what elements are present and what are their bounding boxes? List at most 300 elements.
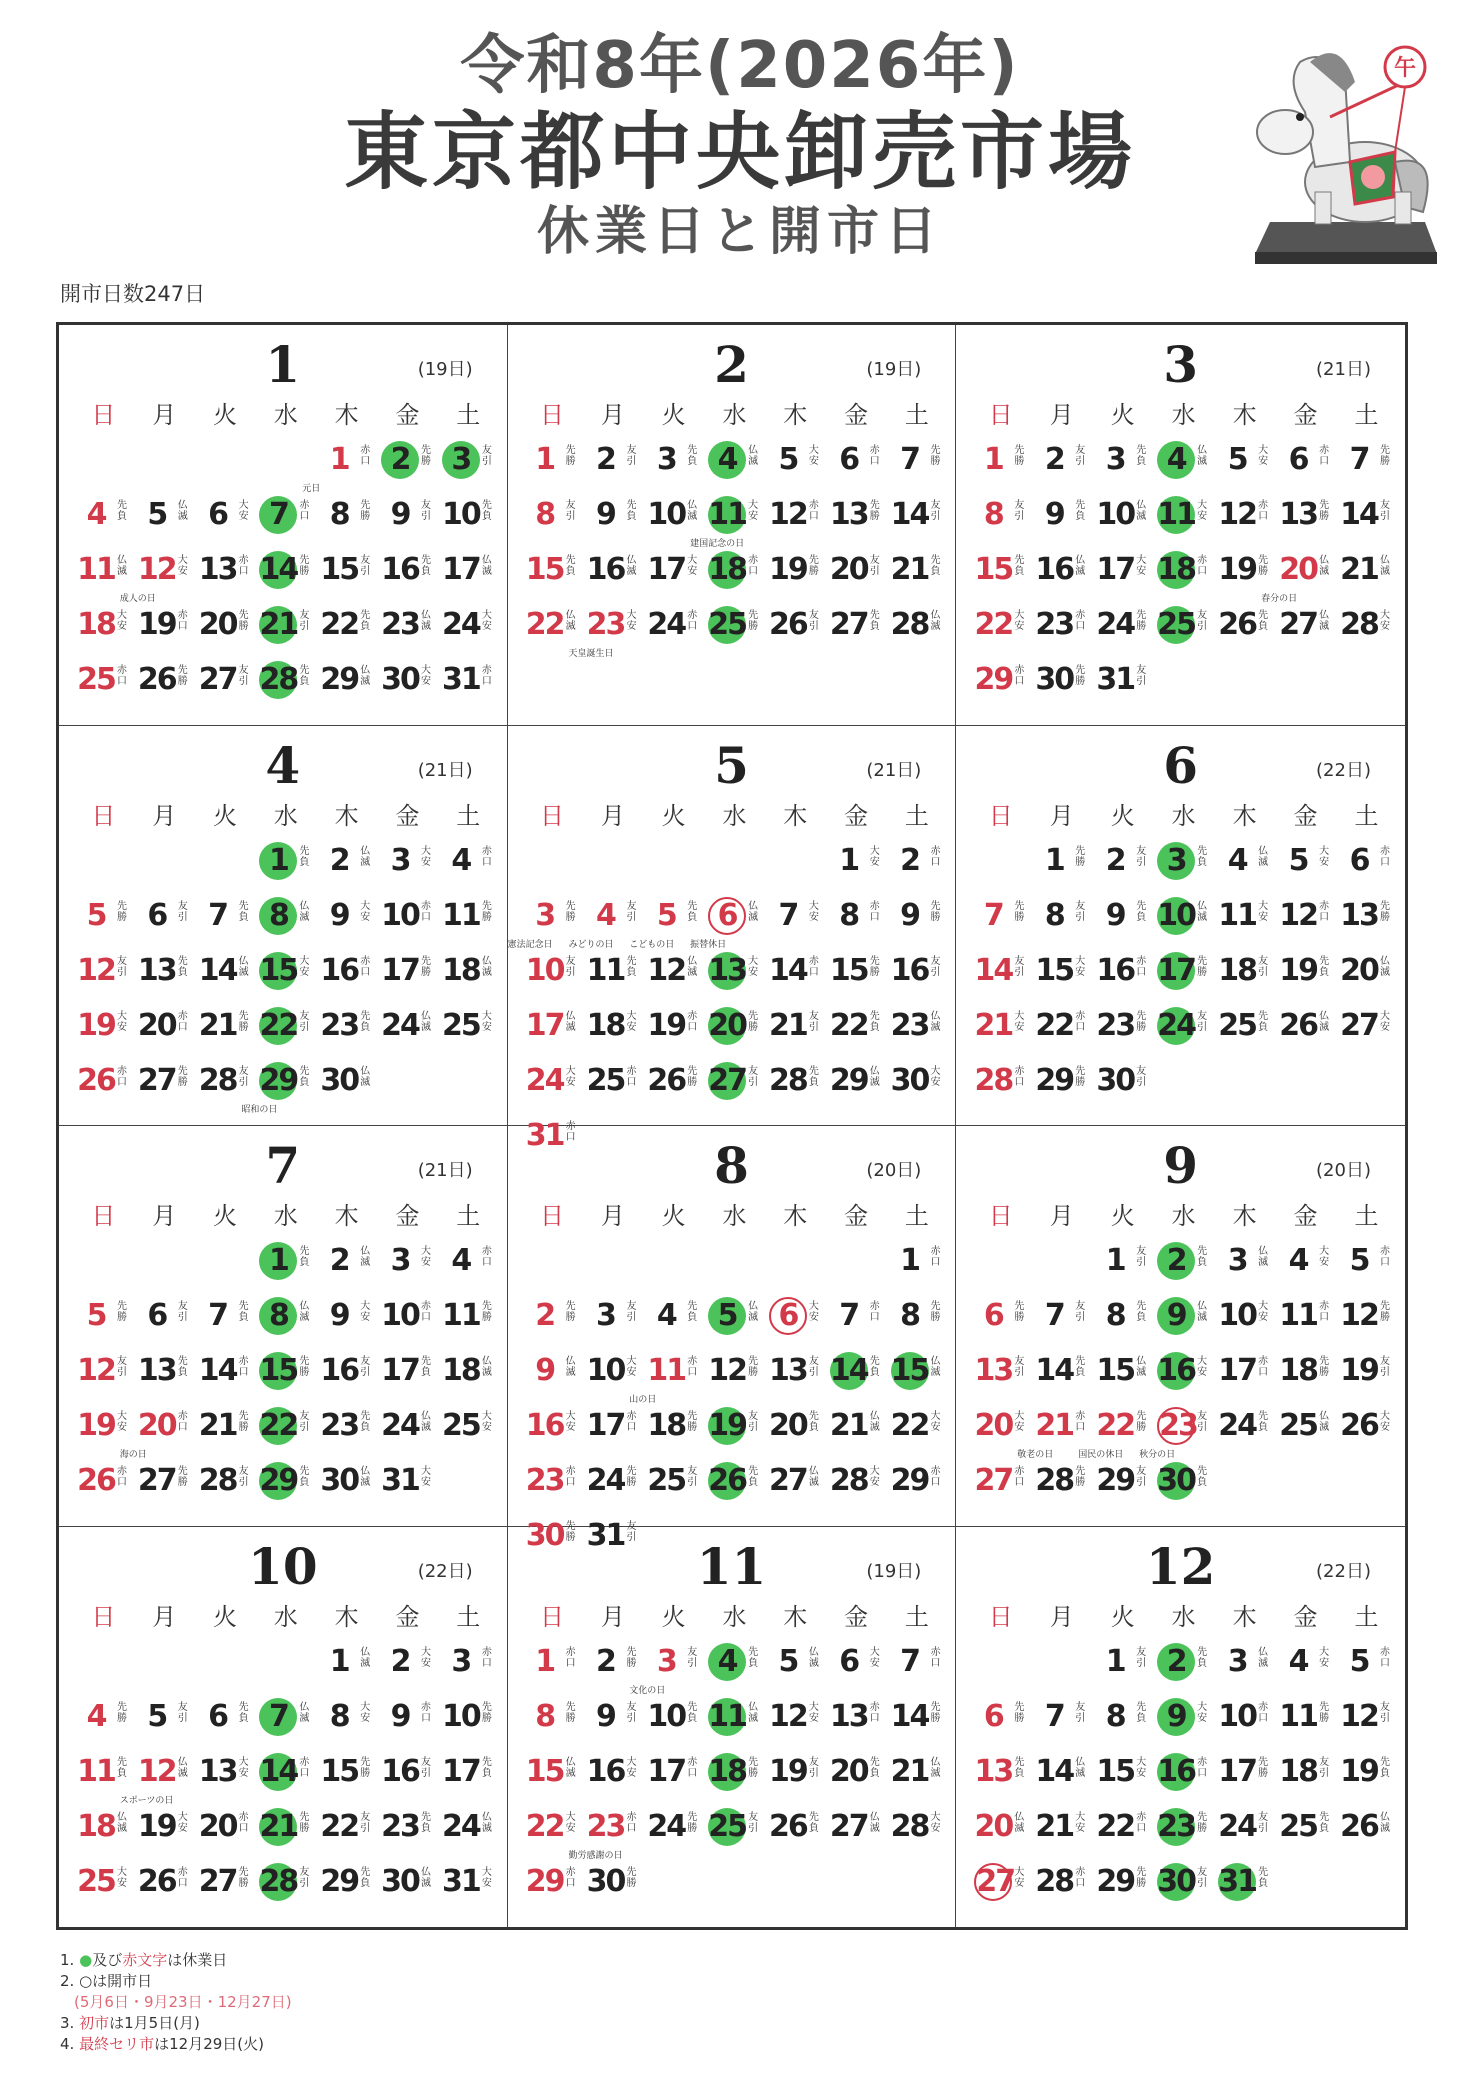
day-cell (704, 1405, 765, 1460)
day-cell (970, 1751, 1031, 1806)
day-number: 15 (1096, 1753, 1135, 1789)
day-number: 25 (1157, 607, 1196, 642)
day-number: 18 (441, 1353, 480, 1388)
empty-cell (826, 1240, 887, 1295)
day-cell (643, 549, 704, 604)
weekday-label: 水 (1171, 801, 1196, 830)
day-number: 18 (647, 1408, 686, 1443)
day-number: 19 (137, 607, 176, 642)
day-cell (704, 1696, 765, 1751)
rokuyo-label: 仏滅 (481, 555, 492, 577)
rokuyo-label: 大安 (1014, 1866, 1025, 1889)
empty-cell (522, 840, 583, 895)
rokuyo-label: 赤口 (1136, 955, 1147, 978)
day-cell (438, 604, 499, 659)
day-number: 31 (586, 1518, 625, 1553)
day-number: 26 (1218, 607, 1256, 642)
day-cell (970, 1696, 1031, 1751)
rokuyo-label: 大安 (930, 1065, 941, 1088)
day-cell (765, 1460, 826, 1515)
weekday-label: 水 (273, 801, 298, 830)
day-number: 25 (77, 662, 115, 697)
day-number: 6 (983, 1298, 1003, 1333)
rokuyo-label: 大安 (1380, 1010, 1391, 1033)
rokuyo-label: 友引 (1136, 845, 1147, 868)
rokuyo-label: 友引 (1136, 665, 1147, 687)
day-number: 22 (259, 1408, 298, 1443)
rokuyo-label: 友引 (1197, 1411, 1208, 1433)
day-number: 10 (586, 1353, 625, 1388)
rokuyo-label: 赤口 (177, 1866, 188, 1889)
rokuyo-label: 大安 (808, 900, 819, 923)
day-number: 5 (708, 1297, 746, 1335)
day-number: 27 (829, 607, 868, 642)
rokuyo-label: 大安 (808, 1301, 819, 1323)
weekday-label: 木 (334, 801, 359, 830)
day-number: 7 (259, 1698, 297, 1736)
day-number: 20 (1340, 952, 1378, 988)
day-cell (1214, 604, 1275, 659)
day-cell (765, 604, 826, 659)
day-cell (1336, 1696, 1397, 1751)
rokuyo-label: 先負 (238, 1701, 249, 1724)
day-number: 21 (198, 1007, 237, 1043)
month-5 (507, 726, 957, 1153)
day-cell (377, 494, 438, 549)
rokuyo-label: 先負 (117, 1756, 127, 1779)
day-cell (765, 1295, 826, 1350)
day-number: 23 (586, 1808, 625, 1844)
rokuyo-label: 先勝 (565, 445, 576, 467)
rokuyo-label: 友引 (238, 1466, 249, 1488)
rokuyo-label: 先勝 (930, 900, 941, 923)
day-number: 7 (1044, 1698, 1064, 1734)
rokuyo-label: 先負 (626, 500, 637, 522)
rokuyo-label: 仏滅 (1380, 555, 1391, 577)
month-6 (956, 726, 1405, 1127)
day-number: 8 (535, 1698, 555, 1734)
rokuyo-label: 赤口 (299, 500, 310, 522)
day-cell (1336, 1295, 1397, 1350)
day-number: 12 (769, 1698, 807, 1734)
day-cell (255, 659, 316, 714)
rokuyo-label: 先負 (238, 1301, 249, 1323)
rokuyo-label: 赤口 (1075, 1010, 1086, 1033)
rokuyo-label: 大安 (869, 1646, 880, 1669)
rokuyo-label: 仏滅 (481, 1811, 492, 1834)
day-cell (522, 1005, 583, 1060)
day-cell (195, 549, 256, 604)
day-cell (970, 1861, 1031, 1916)
rokuyo-label: 先負 (1075, 500, 1086, 522)
day-cell (255, 840, 316, 895)
day-number: 26 (137, 1863, 176, 1899)
month-2 (508, 325, 957, 726)
day-cell (1275, 1696, 1336, 1751)
rokuyo-label: 赤口 (177, 1411, 188, 1433)
weekday-label: 金 (395, 1202, 420, 1230)
day-number: 21 (259, 607, 298, 642)
holiday-name: 憲法記念日 (507, 939, 553, 950)
day-number: 4 (1288, 1243, 1308, 1278)
day-cell (1031, 1806, 1092, 1861)
day-number: 24 (525, 1062, 564, 1098)
weekday-label: 金 (844, 1602, 869, 1631)
day-cell (826, 494, 887, 549)
rokuyo-label: 赤口 (930, 845, 941, 868)
day-cell (377, 1696, 438, 1751)
day-cell (826, 1350, 887, 1405)
rokuyo-label: 赤口 (1014, 1065, 1025, 1088)
day-cell (826, 1060, 887, 1115)
day-number: 16 (320, 1353, 359, 1388)
rokuyo-label: 友引 (1136, 1065, 1147, 1088)
day-number: 14 (1035, 1753, 1074, 1789)
weekday-label: 金 (395, 401, 420, 429)
day-cell (826, 1696, 887, 1751)
day-number: 14 (890, 497, 929, 532)
day-cell (255, 1751, 316, 1806)
day-number: 10 (525, 952, 564, 988)
rokuyo-label: 先負 (1197, 1646, 1208, 1669)
rokuyo-label: 友引 (748, 1065, 759, 1088)
day-cell (582, 1295, 643, 1350)
rokuyo-label: 赤口 (930, 1646, 941, 1669)
day-cell (1275, 1005, 1336, 1060)
day-cell (1031, 494, 1092, 549)
day-cell (765, 950, 826, 1005)
day-number: 23 (381, 607, 419, 642)
rokuyo-label: 仏滅 (1258, 845, 1269, 868)
weekday-label: 日 (988, 401, 1013, 429)
day-number: 13 (1340, 897, 1378, 933)
rokuyo-label: 赤口 (565, 1466, 576, 1488)
rokuyo-label: 先勝 (1075, 1065, 1086, 1088)
day-number: 17 (1096, 552, 1135, 587)
weekday-label: 月 (152, 401, 177, 429)
day-cell (195, 1806, 256, 1861)
day-cell (316, 1460, 377, 1515)
day-cell (1214, 494, 1275, 549)
day-number: 15 (525, 552, 564, 587)
day-number: 2 (329, 842, 349, 878)
rokuyo-label: 赤口 (360, 445, 371, 467)
day-number: 20 (829, 552, 868, 587)
day-grid (73, 1240, 499, 1515)
rokuyo-label: 大安 (1258, 900, 1269, 923)
rokuyo-label: 友引 (299, 1866, 310, 1889)
rokuyo-label: 赤口 (1075, 1866, 1086, 1889)
day-number: 20 (708, 1007, 746, 1043)
empty-cell (73, 840, 134, 895)
day-cell (438, 1405, 499, 1460)
day-cell (377, 1240, 438, 1295)
day-number: 23 (1157, 1808, 1196, 1844)
rokuyo-label: 仏滅 (421, 610, 432, 632)
day-cell (195, 1861, 256, 1916)
day-number: 4 (451, 1243, 471, 1278)
rokuyo-label: 友引 (1197, 610, 1208, 632)
day-cell (765, 1641, 826, 1696)
day-cell (1275, 439, 1336, 494)
day-number: 8 (329, 497, 349, 532)
rokuyo-label: 仏滅 (687, 955, 698, 978)
rokuyo-label: 大安 (481, 1010, 492, 1033)
rokuyo-label: 友引 (626, 900, 637, 923)
day-cell (826, 549, 887, 604)
day-grid (970, 1641, 1397, 1916)
day-number: 2 (1157, 1643, 1195, 1681)
rokuyo-label: 先負 (117, 500, 127, 522)
rokuyo-label: 先負 (687, 900, 698, 923)
day-number: 26 (1340, 1408, 1378, 1443)
day-grid (970, 1240, 1397, 1515)
weekday-label: 日 (540, 1602, 565, 1631)
rokuyo-label: 先勝 (687, 1411, 698, 1433)
weekday-label: 日 (91, 401, 116, 429)
day-number: 28 (890, 607, 929, 642)
day-number: 11 (1279, 1298, 1317, 1333)
day-cell (195, 1005, 256, 1060)
rokuyo-label: 赤口 (687, 1356, 698, 1378)
day-cell (643, 1806, 704, 1861)
month-12 (956, 1527, 1405, 1928)
day-cell (377, 604, 438, 659)
rokuyo-label: 先勝 (1197, 955, 1208, 978)
day-cell (1275, 1350, 1336, 1405)
rokuyo-label: 友引 (1380, 1356, 1391, 1378)
holiday-name: こどもの日 (629, 939, 675, 950)
rokuyo-label: 先負 (299, 665, 310, 687)
rokuyo-label: 大安 (177, 1811, 188, 1834)
day-number: 25 (1279, 1808, 1317, 1844)
weekday-label: 月 (152, 1602, 177, 1631)
day-cell (522, 549, 583, 604)
day-cell (887, 1060, 948, 1115)
rokuyo-label: 先勝 (1136, 610, 1147, 632)
day-number: 6 (147, 897, 167, 933)
day-number: 29 (320, 1863, 359, 1899)
day-cell (826, 950, 887, 1005)
day-number: 11 (1157, 497, 1196, 532)
day-cell (970, 604, 1031, 659)
day-cell (1214, 1240, 1275, 1295)
day-cell (1153, 1696, 1214, 1751)
day-cell (643, 1060, 704, 1115)
day-number: 14 (769, 952, 807, 988)
empty-cell (134, 439, 195, 494)
day-number: 4 (596, 897, 615, 933)
day-number: 6 (839, 1643, 859, 1679)
note-2-detail: (5月6日・9月23日・12月27日) (74, 1993, 292, 2011)
day-cell (970, 494, 1031, 549)
rokuyo-label: 先負 (1258, 610, 1269, 632)
weekday-label: 火 (1110, 1202, 1135, 1230)
day-number: 22 (320, 607, 359, 642)
day-cell (582, 1460, 643, 1515)
day-number: 30 (1096, 1062, 1135, 1098)
rokuyo-label: 先負 (565, 555, 576, 577)
rokuyo-label: 仏滅 (869, 1411, 880, 1433)
rokuyo-label: 大安 (869, 1466, 880, 1488)
day-cell (438, 1861, 499, 1916)
day-number: 7 (839, 1298, 859, 1333)
day-number: 28 (829, 1463, 868, 1498)
day-number: 27 (829, 1808, 868, 1844)
day-cell (195, 1350, 256, 1405)
day-number: 25 (586, 1062, 625, 1098)
day-cell (1031, 1861, 1092, 1916)
rokuyo-label: 赤口 (360, 955, 371, 978)
day-cell (704, 439, 765, 494)
day-number: 2 (596, 442, 615, 477)
rokuyo-label: 先勝 (117, 1701, 127, 1724)
rokuyo-label: 仏滅 (1136, 500, 1147, 522)
rokuyo-label: 大安 (481, 1411, 492, 1433)
rokuyo-label: 大安 (117, 610, 127, 632)
rokuyo-label: 友引 (360, 555, 371, 577)
day-number: 5 (778, 1643, 798, 1679)
day-number: 31 (441, 662, 480, 697)
day-number: 12 (137, 552, 176, 587)
day-cell (255, 1460, 316, 1515)
day-cell (134, 1295, 195, 1350)
day-number: 16 (525, 1408, 564, 1443)
rokuyo-label: 先負 (360, 1010, 371, 1033)
day-number: 10 (441, 1698, 480, 1734)
rokuyo-label: 先勝 (1258, 555, 1269, 577)
rokuyo-label: 先勝 (238, 1010, 249, 1033)
rokuyo-label: 大安 (421, 1466, 432, 1488)
empty-cell (522, 1240, 583, 1295)
day-cell (73, 604, 134, 659)
rokuyo-label: 赤口 (1075, 1411, 1086, 1433)
day-number: 1 (900, 1243, 919, 1278)
day-number: 15 (320, 552, 359, 587)
day-cell (1092, 604, 1153, 659)
day-cell (316, 549, 377, 604)
day-number: 30 (1157, 1463, 1196, 1498)
day-cell (195, 604, 256, 659)
rokuyo-label: 友引 (1197, 1010, 1208, 1033)
rokuyo-label: 先勝 (238, 1411, 249, 1433)
day-number: 8 (329, 1698, 349, 1734)
day-cell (1275, 494, 1336, 549)
day-cell (1153, 1240, 1214, 1295)
day-number: 19 (769, 552, 807, 587)
day-cell (704, 604, 765, 659)
day-number: 3 (656, 1643, 676, 1679)
day-number: 28 (259, 662, 298, 697)
rokuyo-label: 友引 (626, 1301, 637, 1323)
day-number: 27 (769, 1463, 807, 1498)
rokuyo-label: 友引 (565, 500, 576, 522)
rokuyo-label: 先負 (1014, 1756, 1025, 1779)
day-cell (1275, 1240, 1336, 1295)
day-cell (765, 1060, 826, 1115)
day-number: 30 (586, 1863, 625, 1899)
day-cell (765, 1005, 826, 1060)
day-grid (522, 1641, 948, 1916)
rokuyo-label: 先負 (299, 845, 310, 868)
rokuyo-label: 赤口 (808, 955, 819, 978)
holiday-name: 振替休日 (690, 939, 727, 950)
day-cell (438, 1641, 499, 1696)
rokuyo-label: 仏滅 (1075, 555, 1086, 577)
day-number: 12 (708, 1353, 746, 1388)
weekday-label: 日 (91, 1202, 116, 1230)
day-number: 4 (708, 1643, 746, 1681)
day-cell (887, 1350, 948, 1405)
day-number: 20 (137, 1007, 176, 1043)
weekday-label: 水 (1171, 401, 1196, 429)
rokuyo-label: 友引 (1197, 1866, 1208, 1889)
rokuyo-label: 先負 (481, 1756, 492, 1779)
day-cell (887, 950, 948, 1005)
rokuyo-label: 大安 (421, 1646, 432, 1669)
day-cell (970, 1295, 1031, 1350)
rokuyo-label: 先勝 (748, 1756, 759, 1779)
month-number: 4 (265, 735, 301, 795)
rokuyo-label: 赤口 (238, 1811, 249, 1834)
day-grid (507, 840, 948, 1170)
day-cell (1214, 1350, 1275, 1405)
rokuyo-label: 仏滅 (1258, 1646, 1269, 1669)
empty-cell (704, 840, 765, 895)
rokuyo-label: 大安 (1258, 445, 1269, 467)
day-cell (970, 1350, 1031, 1405)
empty-cell (134, 1240, 195, 1295)
rokuyo-label: 先負 (360, 1866, 371, 1889)
rokuyo-label: 先負 (1380, 1756, 1391, 1779)
day-cell (1153, 1806, 1214, 1861)
weekday-label: 土 (1354, 1202, 1379, 1230)
day-cell (1031, 604, 1092, 659)
day-cell (826, 1751, 887, 1806)
weekday-label: 火 (213, 401, 238, 429)
day-number: 5 (147, 497, 167, 532)
day-number: 5 (86, 897, 106, 933)
day-cell (1092, 1460, 1153, 1515)
day-cell (887, 840, 948, 895)
rokuyo-label: 先負 (687, 445, 698, 467)
day-number: 19 (647, 1007, 686, 1043)
rokuyo-label: 先勝 (238, 1866, 249, 1889)
weekday-label: 土 (456, 1602, 481, 1631)
day-number: 29 (1096, 1863, 1135, 1899)
day-cell (73, 895, 134, 950)
day-number: 8 (983, 497, 1003, 532)
day-cell (704, 1350, 765, 1405)
day-number: 1 (839, 842, 859, 878)
day-cell (1214, 950, 1275, 1005)
day-cell (438, 549, 499, 604)
day-number: 24 (1096, 607, 1135, 642)
rokuyo-label: 大安 (299, 955, 310, 978)
day-cell (134, 1696, 195, 1751)
weekday-header (970, 796, 1397, 831)
rokuyo-label: 大安 (626, 1756, 637, 1779)
rokuyo-label: 先負 (869, 1756, 880, 1779)
day-cell (765, 1405, 826, 1460)
rokuyo-label: 先勝 (1014, 445, 1025, 467)
day-cell (1275, 1751, 1336, 1806)
day-number: 10 (647, 497, 686, 532)
weekday-label: 木 (1232, 1602, 1257, 1631)
day-number: 27 (198, 662, 237, 697)
rokuyo-label: 大安 (1075, 955, 1086, 978)
holiday-name: 海の日 (119, 1450, 147, 1460)
